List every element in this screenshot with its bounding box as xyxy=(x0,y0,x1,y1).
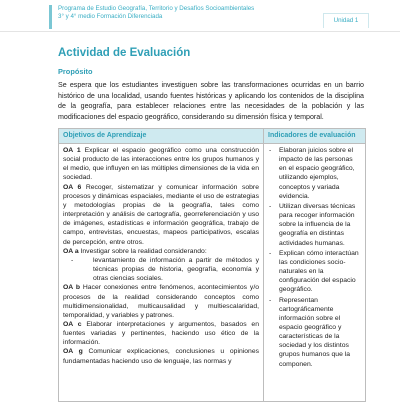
objective-code: OA 1 xyxy=(63,147,81,154)
objective-item xyxy=(63,320,259,347)
indicator-text: Representan cartográficamente información sobre el espacio geográfico y características de la sociedad y los distintos grupos humanos que la componen. xyxy=(279,296,351,368)
header-divider xyxy=(0,31,400,32)
objective-subitem-text: levantamiento de información a partir de métodos y técnicas propias de historia, geografía, economía y otras ciencias sociales. xyxy=(93,256,259,283)
bullet-dash: - xyxy=(269,249,272,257)
objective-text: Recoger, sistematizar y comunicar información sobre procesos y dinámicas espaciales, mediante el uso de estrategias y metodologías propias de la geografía, tales como interpretación y análisis de cartografía, georreferenciación y uso de imágenes, estadísticas e información geográfica, trabajo de campo, entrevistas, encuestas, mapeos participativos, escalas de percepción, entre otros. xyxy=(63,183,259,246)
objective-item xyxy=(63,183,259,247)
objective-item xyxy=(63,247,259,256)
indicator-item xyxy=(269,296,361,369)
page-header xyxy=(0,0,400,32)
purpose-text: Se espera que los estudiantes investiguen sobre las transformaciones ocurridas en un barrio histórico de una localidad, usando fuentes históricas y aplicando los contenidos de la disciplina de la geografía, para establecer relaciones entre las necesidades de la población y las modificaciones del espacio geográfico, considerando su dimensión física y temporal. xyxy=(58,81,364,121)
indicator-item xyxy=(269,202,361,248)
objective-code: OA g xyxy=(63,348,83,356)
unit-tab[interactable]: Unidad 1 xyxy=(323,13,369,28)
objective-text: Elaborar interpretaciones y argumentos, basados en fuentes variadas y pertinentes, haciendo uso ético de la información. xyxy=(63,320,259,347)
objective-text: Comunicar explicaciones, conclusiones u opiniones fundamentadas haciendo uso de lenguaje, las normas y xyxy=(63,348,260,365)
bullet-dash: - xyxy=(269,147,272,154)
table-header-divider xyxy=(59,143,365,144)
table-header-objectives: Objetivos de Aprendizaje xyxy=(59,129,263,143)
objective-code: OA 6 xyxy=(63,183,82,191)
table-header-indicators: Indicadores de evaluación xyxy=(263,129,365,143)
indicators-column xyxy=(269,146,361,370)
objective-text: Investigar sobre la realidad considerando: xyxy=(78,247,207,255)
objective-text: Hacer conexiones entre fenómenos, acontecimientos y/o procesos de la realidad considerando conceptos como multidimensionalidad, multicausalidad y multiescalaridad, temporalidad, y variables y patrones. xyxy=(63,284,259,319)
bullet-dash: - xyxy=(71,256,74,264)
program-line-1: Programa de Estudio Geografía, Territorio y Desafíos Socioambientales xyxy=(58,5,255,12)
objective-item xyxy=(63,347,259,365)
table-column-divider xyxy=(263,129,264,401)
objective-code: OA a xyxy=(63,247,79,255)
objective-subitem xyxy=(63,256,259,283)
purpose-heading: Propósito xyxy=(58,67,93,76)
indicator-item xyxy=(269,249,361,295)
objectives-column xyxy=(63,146,259,366)
objective-code: OA c xyxy=(63,320,82,328)
program-title xyxy=(58,5,298,20)
bullet-dash: - xyxy=(269,202,272,210)
objective-item xyxy=(63,283,259,320)
indicator-text: Utilizan diversas técnicas para recoger información sobre la influencia de la geografía en distintas actividades humanas. xyxy=(279,202,356,247)
page-title: Actividad de Evaluación xyxy=(58,47,191,59)
header-accent-bar xyxy=(49,5,52,29)
evaluation-table xyxy=(58,128,366,402)
objective-item xyxy=(63,146,259,183)
indicator-text: Elaboran juicios sobre el impacto de las personas en el espacio geográfico, utilizando ejemplos, conceptos y variada evidencia. xyxy=(279,147,355,200)
indicator-text: Explican cómo interactúan las condiciones socio-naturales en la configuración del espacio geográfico. xyxy=(279,249,359,294)
indicator-item xyxy=(269,146,361,201)
objective-code: OA b xyxy=(63,284,80,292)
bullet-dash: - xyxy=(269,296,272,304)
objective-text: Explicar el espacio geográfico como una construcción social producto de las interacciones entre los grupos humanos y el medio, que influyen en las múltiples dimensiones de la vida en sociedad. xyxy=(63,147,259,182)
program-line-2: 3° y 4° medio Formación Diferenciada xyxy=(58,12,163,20)
